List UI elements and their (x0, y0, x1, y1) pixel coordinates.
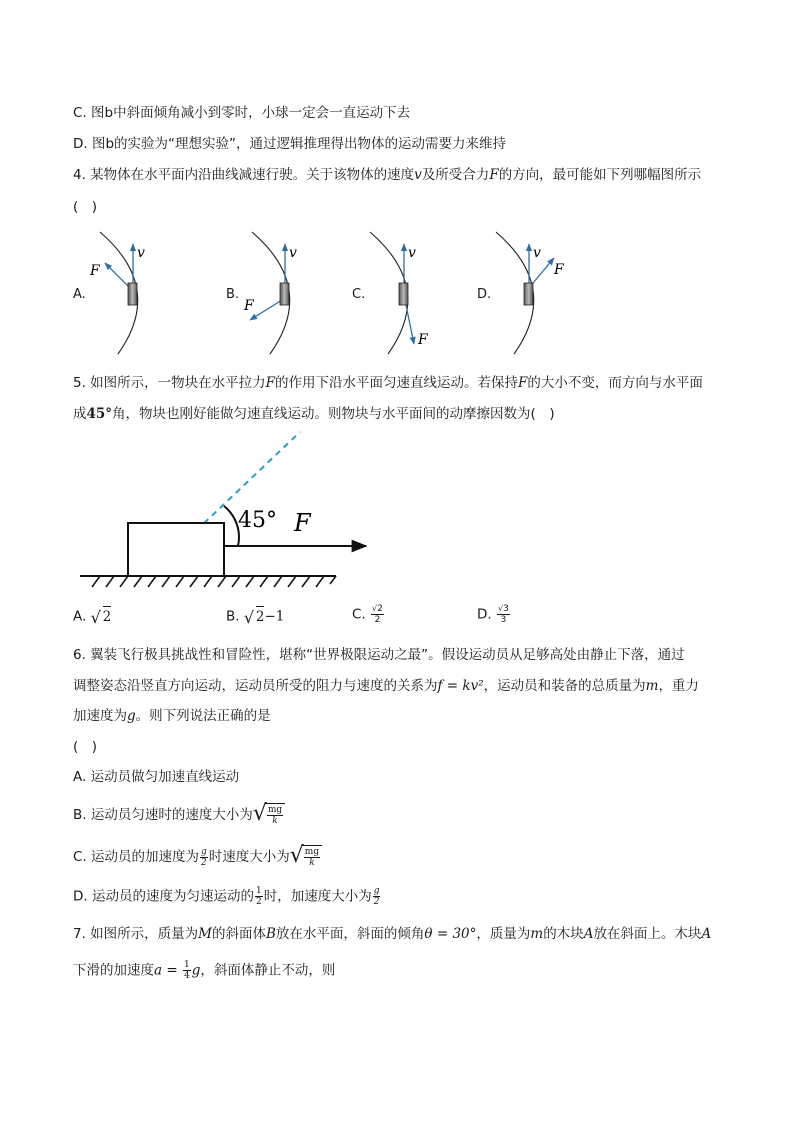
q4-option-a-figure (89, 232, 145, 354)
q6-option-b (73, 803, 285, 827)
q4-b-force-arrow (250, 300, 282, 320)
q5-option-c (352, 604, 385, 625)
q4-b-F-label: F (244, 298, 254, 314)
q5-stem-line2 (73, 404, 555, 424)
q5-line2-post: 角，物块也刚好能做匀速直线运动。则物块与水平面间的动摩擦因数为( ) (112, 406, 555, 422)
q7-accel-frac: $\frac{1}{4}$ (183, 960, 190, 981)
q6-stem-line1: 6. 翼装飞行极具挑战性和冒险性，堪称“世界极限运动之最”。假设运动员从足够高处由静止下落，通过 (73, 647, 685, 663)
q4-text-post: 的方向，最可能如下列哪幅图所示 (498, 167, 702, 183)
q7-line1-b: 放在水平面，斜面的倾角 (275, 926, 425, 942)
q7-line1-c: ，质量为 (476, 926, 531, 942)
q6-option-d-text: D. 运动员的速度为匀速运动的 (73, 888, 254, 905)
q4-a-force-arrow (105, 263, 130, 288)
q4-text-pre: 4. 某物体在水平面内沿曲线减速行驶。关于该物体的速度 (73, 167, 415, 183)
q6-stem-line2 (73, 676, 699, 696)
q7-line1-post: 放在斜面上。木块 (593, 926, 702, 942)
q7-line1-a: 的斜面体 (212, 926, 266, 942)
q5-option-c-frac: $\frac{√2}{2}$ (372, 604, 383, 625)
q4-d-force-arrow (533, 258, 554, 283)
q6-option-d-frac1: $\frac{1}{2}$ (255, 886, 262, 907)
q4-c-force-arrow (406, 305, 414, 344)
q5-option-d-frac: $\frac{√3}{3}$ (497, 604, 509, 625)
q5-option-a-sqrt: √ 2 (90, 608, 112, 627)
q5-ground-hatch (92, 576, 336, 587)
q7-accel-a: a = (154, 962, 182, 979)
q7-line2-pre: 下滑的加速度 (73, 962, 154, 979)
q4-d-v-label: v (533, 245, 541, 261)
q5-option-a (73, 606, 111, 627)
q6-stem-line3 (73, 706, 271, 726)
q5-force-label: F (294, 509, 311, 537)
q6-line3-post: 。则下列说法正确的是 (135, 708, 271, 724)
q5-stem-line1 (73, 373, 703, 393)
q5-line1-post: 的大小不变，而方向与水平面 (527, 375, 703, 391)
q4-figures (60, 226, 620, 356)
q6-formula: f = kv² (437, 678, 484, 694)
q6-option-a: A. 运动员做匀加速直线运动 (73, 769, 240, 785)
q5-option-b-label: B. (226, 608, 240, 625)
q4-option-a-label: A. (73, 287, 86, 302)
q5-angle: 45° (86, 406, 113, 422)
q5-line1-mid: 的作用下沿水平面匀速直线运动。若保持 (275, 375, 519, 391)
q4-var-v: v (414, 167, 422, 183)
option-c-line (73, 103, 410, 123)
q4-d-block (524, 283, 533, 305)
q7-stem-line2 (73, 960, 335, 981)
q6-var-g: g (127, 708, 136, 724)
q4-stem (73, 165, 701, 185)
q5-option-d-label: D. (477, 606, 492, 623)
q4-b-block (280, 283, 289, 305)
q5-option-d (477, 604, 511, 625)
q6-option-d (73, 886, 381, 907)
q4-option-b-figure (243, 232, 297, 354)
q7-var-A2: A (701, 926, 712, 942)
q4-c-F-label: F (418, 332, 428, 348)
q6-line2-mid: ，运动员和装备的总质量为 (483, 678, 646, 694)
q5-option-b-sqrt: √ 2 (243, 608, 265, 627)
q5-option-b (226, 606, 284, 627)
q4-option-c-label: C. (352, 287, 366, 302)
q6-line2-pre: 调整姿态沿竖直方向运动，运动员所受的阻力与速度的关系为 (73, 678, 438, 694)
q7-var-m: m (530, 926, 544, 942)
option-c-text: C. 图b中斜面倾角减小到零时，小球一定会一直运动下去 (73, 105, 411, 121)
q7-line2-post: ，斜面体静止不动，则 (200, 962, 336, 979)
q5-option-b-tail: −1 (264, 608, 285, 625)
q6-option-c (73, 845, 322, 869)
q4-b-v-label: v (289, 245, 297, 261)
q5-var-F: F (265, 375, 276, 391)
q7-accel-g: g (191, 962, 201, 979)
q4-var-F: F (489, 167, 499, 183)
q6-option-d-mid: 时，加速度大小为 (263, 888, 372, 905)
q7-line1-d: 的木块 (543, 926, 584, 942)
q4-c-v-label: v (408, 245, 416, 261)
q4-option-c-figure (370, 232, 429, 354)
q5-var-F2: F (518, 375, 528, 391)
q4-option-d-figure (496, 232, 565, 354)
q7-var-M: M (198, 926, 212, 942)
q7-stem-line1 (73, 924, 711, 944)
q4-option-b-label: B. (226, 287, 240, 302)
q7-var-B: B (266, 926, 276, 942)
q4-a-block (128, 283, 137, 305)
q5-angle-arc (224, 506, 239, 546)
q6-line2-post: ，重力 (658, 678, 699, 694)
q6-option-c-text: C. 运动员的加速度为 (73, 849, 200, 865)
q5-block (128, 523, 224, 576)
q6-var-m: m (645, 678, 659, 694)
q6-option-c-frac: $\frac{g}{2}$ (201, 846, 207, 868)
q5-option-a-label: A. (73, 608, 87, 625)
q7-theta: θ = 30° (424, 926, 477, 942)
q4-paren: ( ) (73, 199, 98, 215)
q6-line3-pre: 加速度为 (73, 708, 127, 724)
q6-paren: ( ) (73, 739, 98, 755)
q5-line1-pre: 5. 如图所示，一物块在水平拉力 (73, 375, 266, 391)
q4-text-mid: 及所受合力 (421, 167, 490, 183)
q6-option-b-text: B. 运动员匀速时的速度大小为 (73, 807, 253, 823)
q5-angle-label: 45° (238, 508, 277, 533)
q6-option-c-mid: 时速度大小为 (208, 849, 290, 865)
q5-option-c-label: C. (352, 606, 366, 623)
option-d-line (73, 134, 506, 154)
q6-option-c-sqrt: √ $\frac{mg}{k}$ (290, 845, 322, 869)
q4-a-v-label: v (137, 245, 145, 261)
option-d-text: D. 图b的实验为“理想实验”，通过逻辑推理得出物体的运动需要力来维持 (73, 136, 507, 152)
q7-var-A: A (583, 926, 594, 942)
q5-line2-pre: 成 (73, 406, 87, 422)
q4-d-F-label: F (554, 262, 564, 278)
q6-option-d-frac2: $\frac{g}{2}$ (373, 886, 380, 907)
q5-figure (78, 430, 378, 595)
q7-line1-pre: 7. 如图所示，质量为 (73, 926, 199, 942)
q4-c-block (399, 283, 408, 305)
q6-option-b-sqrt: √ $\frac{mg}{k}$ (253, 803, 285, 827)
q4-option-d-label: D. (477, 287, 492, 302)
q4-a-F-label: F (90, 263, 100, 279)
